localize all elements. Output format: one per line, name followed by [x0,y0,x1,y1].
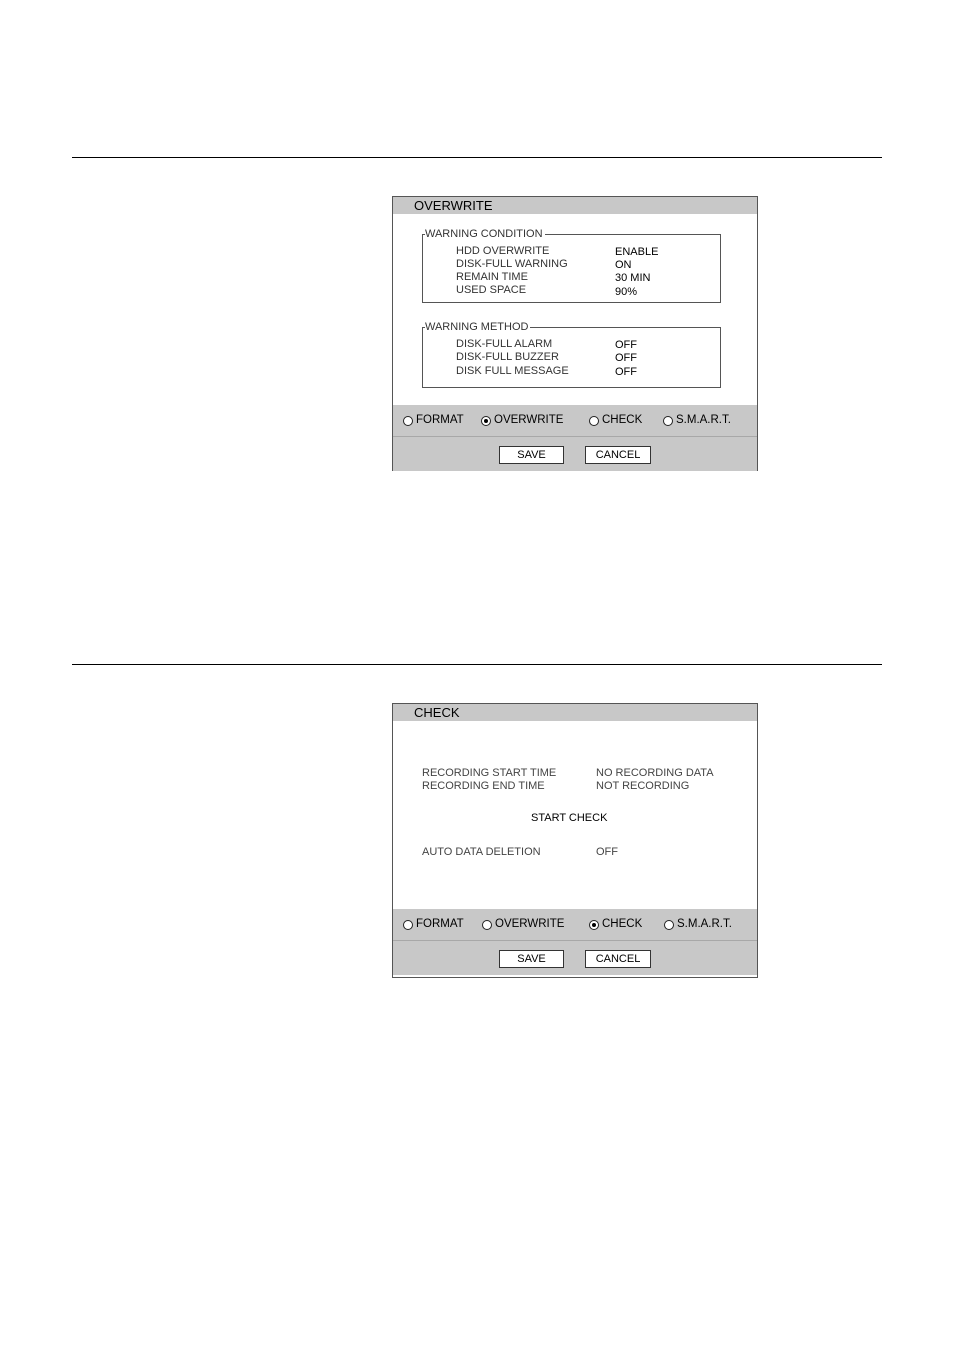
tab-overwrite[interactable] [482,909,564,940]
group-legend: WARNING CONDITION [425,228,543,240]
tab-label: S.M.A.R.T. [676,414,731,426]
disk-full-warning-value[interactable]: ON [615,259,632,271]
tab-label: OVERWRITE [494,414,564,426]
tab-label: FORMAT [416,414,464,426]
radio-icon [663,416,673,426]
radio-icon [403,416,413,426]
section-divider-bottom [72,664,882,665]
warning-condition-group [422,228,721,303]
used-space-label: USED SPACE [456,284,527,296]
recording-end-label: RECORDING END TIME [422,780,545,792]
cancel-button[interactable]: CANCEL [585,950,651,968]
radio-selected-icon [481,416,491,426]
cancel-button[interactable]: CANCEL [585,446,651,464]
tab-label: OVERWRITE [495,918,565,930]
tab-check[interactable] [589,909,642,940]
hdd-overwrite-value[interactable]: ENABLE [615,246,659,258]
save-button[interactable]: SAVE [499,446,564,464]
radio-icon [589,416,599,426]
used-space-value[interactable]: 90% [615,286,638,298]
disk-full-alarm-value[interactable]: OFF [615,339,637,351]
tab-label: S.M.A.R.T. [677,918,732,930]
disk-full-message-label: DISK FULL MESSAGE [456,365,569,377]
auto-data-deletion-label: AUTO DATA DELETION [422,846,541,858]
group-legend: WARNING METHOD [425,321,529,333]
overwrite-body [393,214,757,405]
disk-full-alarm-label: DISK-FULL ALARM [456,338,553,350]
radio-icon [403,920,413,930]
disk-full-buzzer-value[interactable]: OFF [615,352,637,364]
panel-title: OVERWRITE [393,197,757,214]
remain-time-label: REMAIN TIME [456,271,528,283]
tab-format[interactable] [403,405,464,436]
hdd-menu-tabs [393,405,757,436]
section-divider-top [72,157,882,158]
tab-label: FORMAT [416,918,464,930]
recording-start-label: RECORDING START TIME [422,767,557,779]
overwrite-panel [392,196,758,471]
warning-method-group [422,321,721,388]
tab-check[interactable] [589,405,642,436]
tab-smart[interactable] [663,405,731,436]
tab-label: CHECK [602,918,643,930]
hdd-overwrite-label: HDD OVERWRITE [456,245,550,257]
recording-start-value: NO RECORDING DATA [596,767,714,779]
start-check-button[interactable]: START CHECK [531,812,608,824]
check-body [393,721,757,909]
radio-selected-icon [589,920,599,930]
tab-smart[interactable] [664,909,732,940]
button-bar [393,940,757,975]
remain-time-value[interactable]: 30 MIN [615,272,651,284]
radio-icon [482,920,492,930]
save-button[interactable]: SAVE [499,950,564,968]
tab-label: CHECK [602,414,643,426]
panel-title: CHECK [393,704,757,721]
hdd-menu-tabs [393,909,757,940]
tab-format[interactable] [403,909,464,940]
auto-data-deletion-value[interactable]: OFF [596,846,618,858]
disk-full-buzzer-label: DISK-FULL BUZZER [456,351,559,363]
disk-full-message-value[interactable]: OFF [615,366,637,378]
check-panel [392,703,758,978]
tab-overwrite[interactable] [481,405,563,436]
recording-end-value: NOT RECORDING [596,780,690,792]
radio-icon [664,920,674,930]
disk-full-warning-label: DISK-FULL WARNING [456,258,568,270]
button-bar [393,436,757,471]
